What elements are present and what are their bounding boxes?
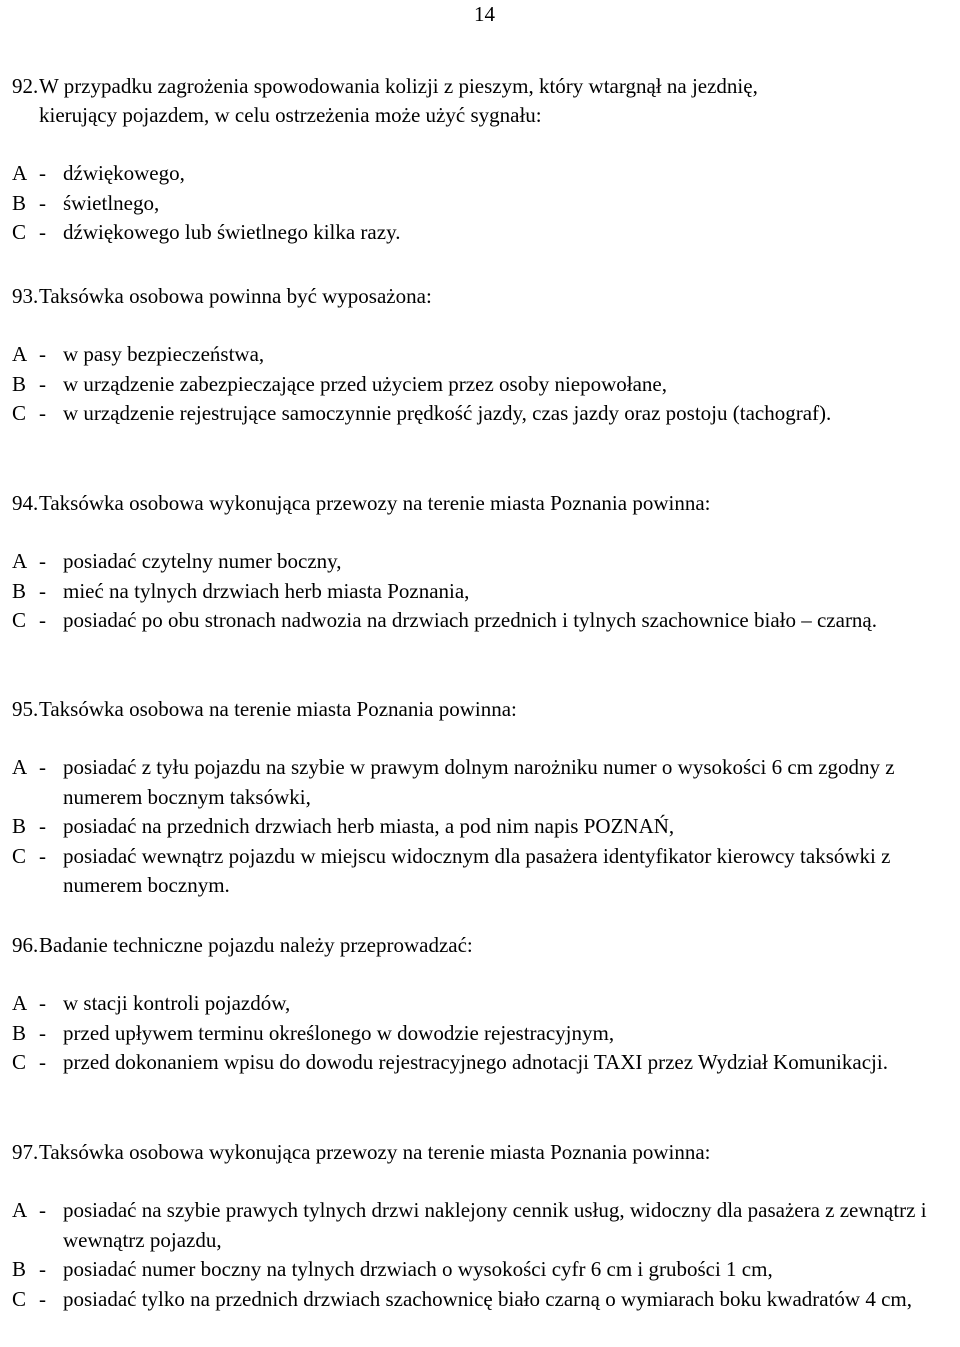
question-text-line [12,489,957,518]
answer-list [12,989,957,1078]
answer-letter: B [12,190,27,215]
question-number: 93. [12,284,39,308]
answer-text: posiadać czytelny numer boczny, [63,549,342,573]
answer-letter: B [12,578,27,603]
answer-letter: A [12,991,28,1015]
answer-option-a [12,989,957,1019]
answer-dash: - [39,1257,46,1281]
answer-letter: A [12,161,28,185]
answer-dash: - [39,371,46,396]
page-number: 14 [474,2,495,26]
answer-option-c [12,606,957,636]
answer-dash: - [39,342,46,366]
answer-text: przed dokonaniem wpisu do dowodu rejestracyjnego adnotacji TAXI przez Wydział Komunikacji. [63,1050,888,1074]
answer-dash: - [39,190,46,215]
answer-dash: - [39,578,46,603]
answer-letter: B [12,814,27,838]
question-number: 95. [12,697,39,721]
answer-option-c [12,1048,957,1078]
question-text: W przypadku zagrożenia spowodowania kolizji z pieszym, który wtargnął na jezdnię, [39,74,758,98]
answer-letter: B [12,1020,27,1045]
answer-option-b [12,370,957,400]
answer-letter: C [12,220,27,244]
answer-option-b [12,189,957,219]
answer-text: świetlnego, [63,190,160,215]
question-block [12,695,957,901]
question-number: 94. [12,491,39,515]
answer-list [12,340,957,429]
answer-text: mieć na tylnych drzwiach herb miasta Poznania, [63,578,470,603]
answer-letter: C [12,401,27,425]
answer-list [12,753,957,901]
answer-option-b [12,1019,957,1049]
answer-option-b [12,577,957,607]
answer-text: posiadać tylko na przednich drzwiach szachownicę biało czarną o wymiarach boku kwadratów 4 cm, [63,1286,912,1311]
answer-dash: - [39,1198,46,1222]
answer-option-a [12,753,957,812]
answer-option-b [12,1255,957,1285]
answer-text: dźwiękowego, [63,161,185,185]
answer-dash: - [39,1020,46,1045]
answer-list [12,159,957,248]
question-text-line [12,1138,957,1167]
answer-letter: C [12,608,27,632]
answer-list [12,547,957,636]
answer-option-b [12,812,957,842]
question-block [12,72,957,248]
question-number: 97. [12,1140,39,1164]
answer-text: dźwiękowego lub świetlnego kilka razy. [63,220,401,244]
question-number: 96. [12,933,39,957]
answer-dash: - [39,843,46,868]
answer-letter: C [12,1050,27,1074]
question-text-line [12,695,957,724]
answer-dash: - [39,161,46,185]
answer-dash: - [39,1050,46,1074]
answer-dash: - [39,549,46,573]
answer-text: w urządzenie zabezpieczające przed użyciem przez osoby niepowołane, [63,371,667,396]
answer-text: w urządzenie rejestrujące samoczynnie prędkość jazdy, czas jazdy oraz postoju (tachograf). [63,401,832,425]
answer-option-a [12,547,957,577]
answer-letter: A [12,342,28,366]
question-text: Taksówka osobowa na terenie miasta Poznania powinna: [39,697,517,721]
answer-text: posiadać po obu stronach nadwozia na drzwiach przednich i tylnych szachownice biało – czarną. [63,608,878,632]
answer-dash: - [39,608,46,632]
answer-text: w pasy bezpieczeństwa, [63,342,265,366]
answer-text: posiadać z tyłu pojazdu na szybie w prawym dolnym narożniku numer o wysokości 6 cm zgodny z numerem bocznym taksówki, [63,755,895,809]
question-block [12,931,957,1078]
answer-list [12,1196,957,1314]
answer-option-c [12,399,957,429]
answer-dash: - [39,220,46,244]
answer-text: posiadać wewnątrz pojazdu w miejscu widocznym dla pasażera identyfikator kierowcy taksówki z numerem bocznym. [63,843,891,897]
question-block [12,282,957,429]
answer-text: posiadać na przednich drzwiach herb miasta, a pod nim napis POZNAŃ, [63,814,675,838]
answer-dash: - [39,991,46,1015]
question-text: Taksówka osobowa powinna być wyposażona: [39,284,432,308]
answer-option-c [12,842,957,901]
answer-text: posiadać numer boczny na tylnych drzwiach o wysokości cyfr 6 cm i grubości 1 cm, [63,1257,773,1281]
answer-dash: - [39,814,46,838]
answer-option-a [12,340,957,370]
answer-dash: - [39,755,46,779]
question-text-line: kierujący pojazdem, w celu ostrzeżenia może użyć sygnału: [39,103,542,127]
answer-option-c [12,1285,957,1315]
answer-option-a [12,159,957,189]
question-text: Taksówka osobowa wykonująca przewozy na terenie miasta Poznania powinna: [39,491,711,515]
question-text: Badanie techniczne pojazdu należy przeprowadzać: [39,933,473,957]
answer-dash: - [39,401,46,425]
answer-text: w stacji kontroli pojazdów, [63,991,291,1015]
answer-text: posiadać na szybie prawych tylnych drzwi naklejony cennik usług, widoczny dla pasażera z zewnątrz i wewnątrz pojazdu, [63,1198,927,1252]
answer-letter: B [12,1257,27,1281]
question-text: Taksówka osobowa wykonująca przewozy na terenie miasta Poznania powinna: [39,1140,711,1164]
question-text-line [12,282,957,311]
question-block [12,1138,957,1314]
answer-letter: C [12,1286,27,1311]
answer-letter: A [12,549,28,573]
answer-letter: A [12,1198,28,1222]
question-text-line [12,931,957,960]
answer-option-c [12,218,957,248]
question-block [12,489,957,636]
answer-dash: - [39,1286,46,1311]
answer-letter: C [12,843,27,868]
answer-letter: B [12,371,27,396]
question-text-line [12,72,957,101]
answer-option-a [12,1196,957,1255]
question-number: 92. [12,74,39,98]
answer-letter: A [12,755,28,779]
answer-text: przed upływem terminu określonego w dowodzie rejestracyjnym, [63,1020,615,1045]
